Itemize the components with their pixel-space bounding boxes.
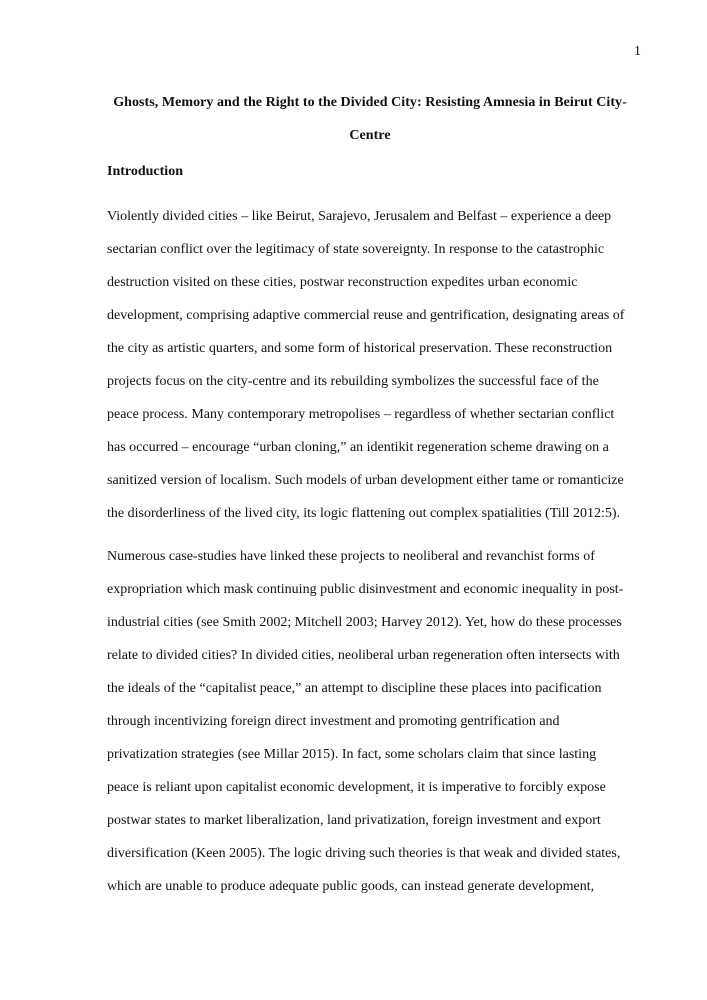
text-line: the ideals of the “capitalist peace,” an attempt to discipline these places into pacification <box>107 681 602 696</box>
page-number: 1 <box>634 44 641 59</box>
paper-title: Ghosts, Memory and the Right to the Divided City: Resisting Amnesia in Beirut City-Centre <box>113 95 627 143</box>
text-line: sectarian conflict over the legitimacy of state sovereignty. In response to the catastrophic <box>107 242 605 257</box>
paragraph-2 <box>107 540 647 903</box>
text-line: diversification (Keen 2005). The logic driving such theories is that weak and divided states, <box>107 846 621 861</box>
text-line: industrial cities (see Smith 2002; Mitchell 2003; Harvey 2012). Yet, how do these processes <box>107 615 622 630</box>
text-line: projects focus on the city-centre and its rebuilding symbolizes the successful face of the <box>107 374 599 389</box>
text-line: the city as artistic quarters, and some form of historical preservation. These reconstruction <box>107 341 613 356</box>
paragraph-1 <box>107 200 647 530</box>
text-line: development, comprising adaptive commercial reuse and gentrification, designating areas of <box>107 308 625 323</box>
section-heading-introduction: Introduction <box>107 164 183 179</box>
text-line: peace process. Many contemporary metropolises – regardless of whether sectarian conflict <box>107 407 615 422</box>
text-line: peace is reliant upon capitalist economic development, it is imperative to forcibly expose <box>107 780 606 795</box>
text-line: privatization strategies (see Millar 2015). In fact, some scholars claim that since lasting <box>107 747 597 762</box>
text-line: expropriation which mask continuing public disinvestment and economic inequality in post- <box>107 582 624 597</box>
text-line: Numerous case-studies have linked these projects to neoliberal and revanchist forms of <box>107 549 595 564</box>
text-line: postwar states to market liberalization, land privatization, foreign investment and export <box>107 813 601 828</box>
text-line: sanitized version of localism. Such models of urban development either tame or romanticize <box>107 473 624 488</box>
text-line: destruction visited on these cities, postwar reconstruction expedites urban economic <box>107 275 578 290</box>
text-line: which are unable to produce adequate public goods, can instead generate development, <box>107 879 595 894</box>
text-line: relate to divided cities? In divided cities, neoliberal urban regeneration often intersects with <box>107 648 620 663</box>
text-line: through incentivizing foreign direct investment and promoting gentrification and <box>107 714 560 729</box>
text-line: has occurred – encourage “urban cloning,” an identikit regeneration scheme drawing on a <box>107 440 609 455</box>
text-line: Violently divided cities – like Beirut, Sarajevo, Jerusalem and Belfast – experience a deep <box>107 209 612 224</box>
text-line: the disorderliness of the lived city, its logic flattening out complex spatialities (Till 2012:5). <box>107 506 620 521</box>
